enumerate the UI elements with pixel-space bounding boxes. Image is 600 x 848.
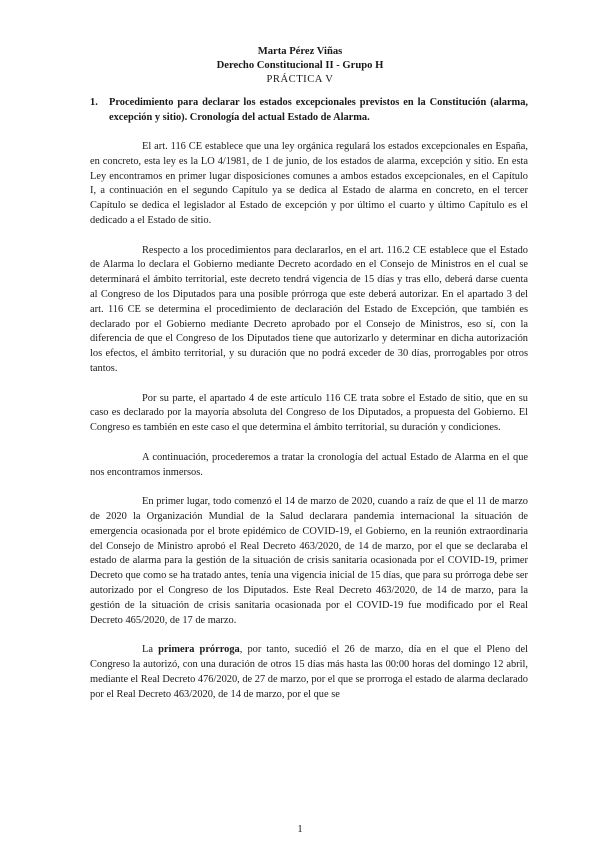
section-number: 1.: [90, 97, 98, 108]
practice-title: PRÁCTICA V: [266, 73, 334, 85]
paragraph-6-bold: primera prórroga: [158, 644, 240, 656]
paragraph-2: Respecto a los procedimientos para declararlos, en el art. 116.2 CE establece que el Estado de Alarma lo declara el Gobierno mediante Decreto acordado en el Consejo de Ministros en el cual se determinará el ámbito territorial, este decreto tendrá vigencia de 15 días y tras ello, deberá darse cuenta al Congreso de los Diputados para una posible prórroga que este deberá autorizar. En el apartado 3 del art. 116 CE se determina el procedimiento de declaración del Estado de Excepción, que también es declarado por el Gobierno mediante Decreto aprobado por el Consejo de Ministros, eso sí, con la diferencia de que el Congreso de los Diputados tiene que autorizarlo y determinar en dicha autorización los efectos, el ámbito territorial, y su duración que no podrá exceder de 30 días, prorrogables por otros tantos.: [90, 244, 528, 375]
paragraph-6-rest: , por tanto, sucedió el 26 de marzo, día en el que el Pleno del Congreso la autorizó, con una duración de otros 15 días más hasta las 00:00 horas del domingo 12 abril, mediante el Real Decreto 476/2020, de 27 de marzo, por el que se prorroga el estado de alarma declarado por el Real Decreto 463/2020, de 14 de marzo, por el que se: [90, 644, 528, 700]
section-title: Procedimiento para declarar los estados excepcionales previstos en la Constitución (alarma, excepción y sitio). Cronología del actual Estado de Alarma.: [109, 97, 528, 123]
page-number: 1: [297, 823, 303, 835]
paragraph-1: El art. 116 CE establece que una ley orgánica regulará los estados excepcionales en España, en concreto, esta ley es la LO 4/1981, de 1 de junio, de los estados de alarma, excepción y sitio. En esta Ley encontramos en primer lugar disposiciones comunes a ambos estados excepcionales, en el Capítulo I, a continuación en el segundo Capítulo ya se dedica al Estado de alarma en concreto, en el tercer Capítulo se dedica el legislador al Estado de excepción y por último el cuarto y último Capítulo es el dedicado a el Estado de sitio.: [90, 141, 528, 227]
document-header: [0, 45, 600, 86]
section-heading: [90, 96, 528, 126]
author-name: Marta Pérez Viñas: [257, 46, 343, 57]
paragraph-3: Por su parte, el apartado 4 de este artículo 116 CE trata sobre el Estado de sitio, que en su caso es declarado por la mayoría absoluta del Congreso de los Diputados, a propuesta del Gobierno. El Congreso es también en este caso el que determina el ámbito territorial, su duración y condiciones.: [90, 392, 528, 434]
paragraph-4: A continuación, procederemos a tratar la cronología del actual Estado de Alarma en el que nos encontramos inmersos.: [90, 451, 528, 478]
course-name: Derecho Constitucional II - Grupo H: [216, 59, 384, 71]
section-1: [90, 96, 528, 702]
paragraph-5: En primer lugar, todo comenzó el 14 de marzo de 2020, cuando a raíz de que el 11 de marzo de 2020 la Organización Mundial de la Salud declarara pandemia internacional la situación de emergencia ocasionada por el brote epidémico de COVID-19, el Gobierno, en la reunión extraordinaria del Consejo de Ministro aprobó el Real Decreto 463/2020, de 14 de marzo, por el que se declaraba el estado de alarma para la gestión de la situación de crisis sanitaria ocasionada por el COVID-19, primer Decreto que como se ha tratado antes, tenía una vigencia inicial de 15 días, que para su prórroga debe ser autorizado por el Congreso de los Diputados. Este Real Decreto 463/2020, de 14 de marzo, para la gestión de la situación de crisis sanitaria ocasionada por el COVID-19 fue modificado por el Real Decreto 465/2020, de 17 de marzo.: [90, 496, 528, 626]
paragraph-6-lead: La: [142, 644, 159, 656]
paragraph-6: [90, 643, 528, 702]
